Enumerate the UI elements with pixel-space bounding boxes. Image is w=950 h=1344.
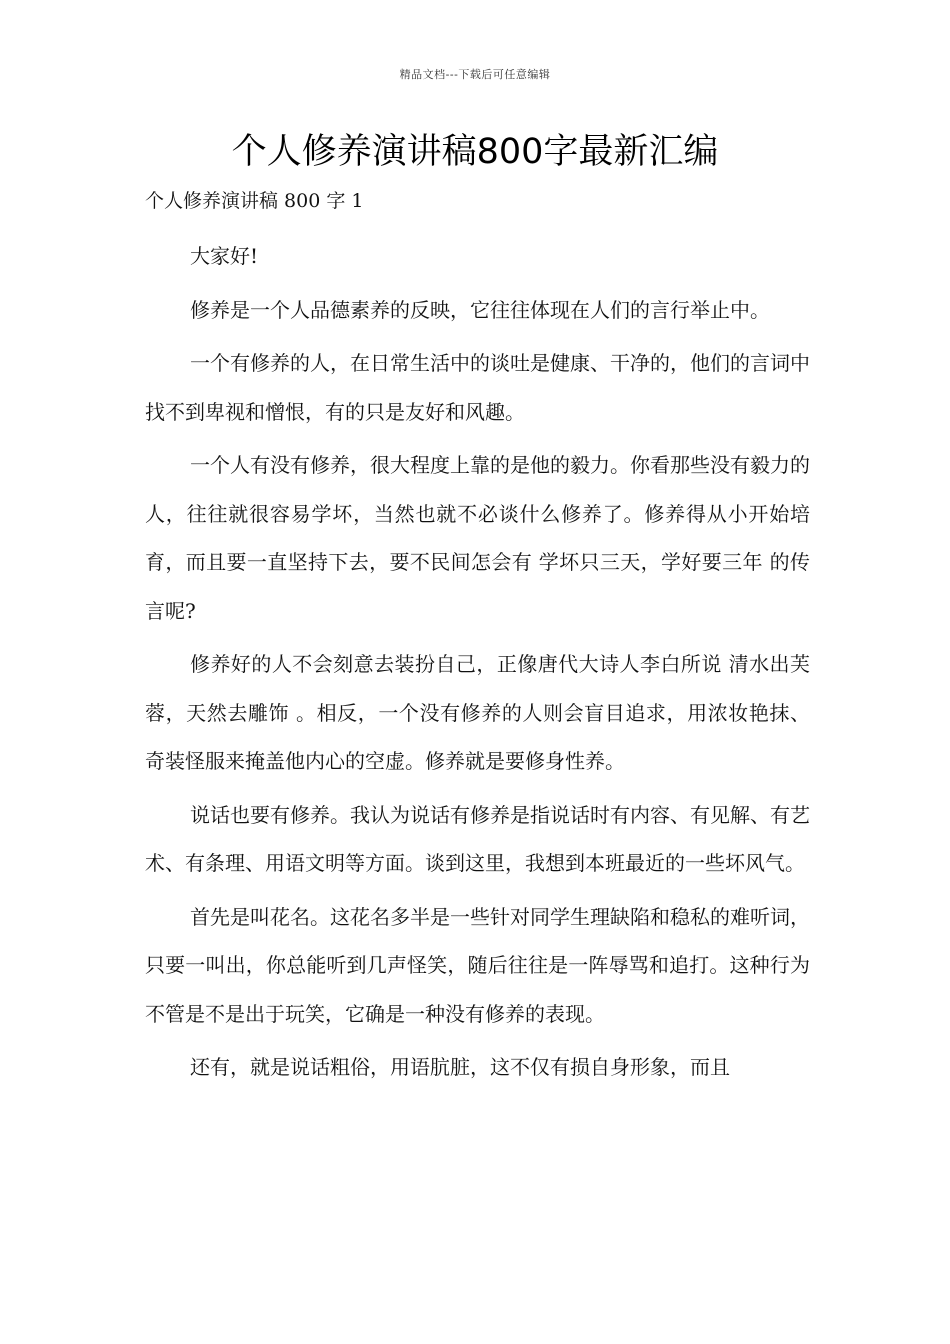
paragraph: 修养是一个人品德素养的反映，它往往体现在人们的言行举止中。 xyxy=(190,297,770,322)
paragraph: 说话也要有修养。我认为说话有修养是指说话时有内容、有见解、有艺术、有条理、用语文明等方面。谈到这里，我想到本班最近的一些坏风气。 xyxy=(145,802,810,875)
document-title: 个人修养演讲稿800字最新汇编 xyxy=(231,132,719,172)
document-body xyxy=(145,232,810,1097)
paragraph: 一个人有没有修养，很大程度上靠的是他的毅力。你看那些没有毅力的人，往往就很容易学坏，当然也就不必谈什么修养了。修养得从小开始培育，而且要一直坚持下去，要不民间怎会有 学坏只三天，学好要三年 的传言呢? xyxy=(145,453,810,623)
section-subtitle: 个人修养演讲稿 800 字 1 xyxy=(145,190,364,212)
paragraph: 一个有修养的人，在日常生活中的谈吐是健康、干净的，他们的言词中找不到卑视和憎恨，有的只是友好和风趣。 xyxy=(145,351,810,424)
paragraph: 还有，就是说话粗俗，用语肮脏，这不仅有损自身形象，而且 xyxy=(190,1055,730,1079)
paragraph: 首先是叫花名。这花名多半是一些针对同学生理缺陷和稳私的难听词，只要一叫出，你总能听到几声怪笑，随后往往是一阵辱骂和追打。这种行为不管是不是出于玩笑，它确是一种没有修养的表现。 xyxy=(145,904,810,1026)
paragraph: 修养好的人不会刻意去装扮自己，正像唐代大诗人李白所说 清水出芙蓉，天然去雕饰 。相反，一个没有修养的人则会盲目追求，用浓妆艳抹、奇装怪服来掩盖他内心的空虚。修养就是要修身性养。 xyxy=(145,652,810,773)
header-note: 精品文档---下载后可任意编辑 xyxy=(399,68,551,81)
paragraph-greeting: 大家好! xyxy=(190,244,259,268)
